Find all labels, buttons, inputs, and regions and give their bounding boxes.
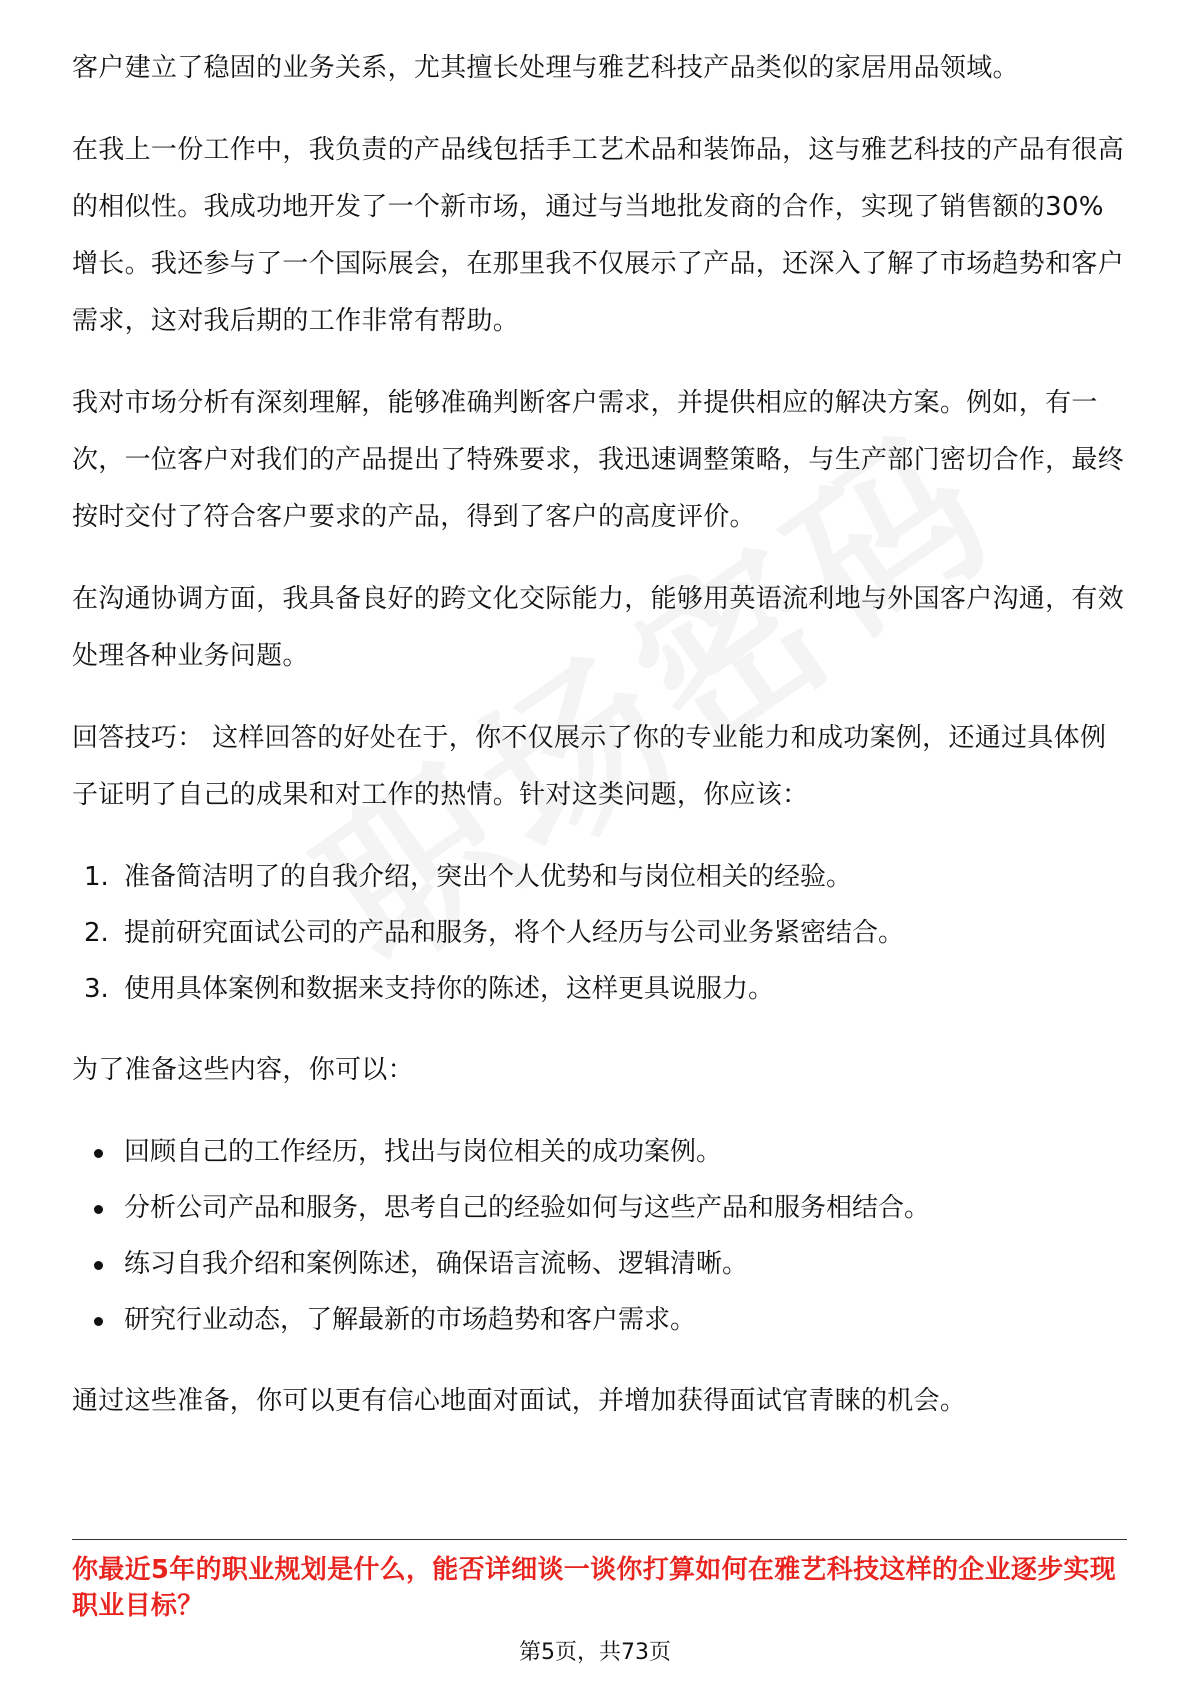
list-item — [72, 905, 1127, 961]
list-item — [72, 1292, 1127, 1348]
paragraph-conclusion: 通过这些准备，你可以更有信心地面对面试，并增加获得面试官青睐的机会。 — [72, 1386, 967, 1416]
list-item-text: 练习自我介绍和案例陈述，确保语言流畅、逻辑清晰。 — [124, 1249, 749, 1279]
bullet-icon — [94, 1205, 103, 1214]
list-item-text: 分析公司产品和服务，思考自己的经验如何与这些产品和服务相结合。 — [124, 1193, 931, 1223]
next-question-heading: 你最近5年的职业规划是什么，能否详细谈一谈你打算如何在雅艺科技这样的企业逐步实现职业目标？ — [72, 1555, 1117, 1621]
paragraph-prepare-intro: 为了准备这些内容，你可以： — [72, 1055, 414, 1085]
list-item — [72, 961, 1127, 1017]
list-item-text: 准备简洁明了的自我介绍，突出个人优势和与岗位相关的经验。 — [124, 862, 853, 892]
bullet-icon — [94, 1261, 103, 1270]
list-item — [72, 849, 1127, 905]
section-divider — [72, 1539, 1127, 1540]
list-item — [72, 1124, 1127, 1180]
list-item-text: 研究行业动态，了解最新的市场趋势和客户需求。 — [124, 1305, 697, 1335]
paragraph-communication: 在沟通协调方面，我具备良好的跨文化交际能力，能够用英语流利地与外国客户沟通，有效处理各种业务问题。 — [72, 584, 1125, 671]
list-number: 1. — [84, 862, 109, 892]
bullet-icon — [94, 1317, 103, 1326]
list-item-text: 回顾自己的工作经历，找出与岗位相关的成功案例。 — [124, 1137, 723, 1167]
list-item-text: 提前研究面试公司的产品和服务，将个人经历与公司业务紧密结合。 — [124, 918, 905, 948]
bullet-icon — [94, 1149, 103, 1158]
paragraph-intro-continuation: 客户建立了稳固的业务关系，尤其擅长处理与雅艺科技产品类似的家居用品领域。 — [72, 53, 1019, 83]
tips-numbered-list — [72, 849, 1127, 1017]
list-number: 3. — [84, 974, 109, 1004]
list-item — [72, 1180, 1127, 1236]
page-footer: 第5页，共73页 — [519, 1640, 671, 1665]
document-body — [72, 40, 1127, 1430]
list-item-text: 使用具体案例和数据来支持你的陈述，这样更具说服力。 — [124, 974, 775, 1004]
list-number: 2. — [84, 918, 109, 948]
paragraph-previous-job: 在我上一份工作中，我负责的产品线包括手工艺术品和装饰品，这与雅艺科技的产品有很高的相似性。我成功地开发了一个新市场，通过与当地批发商的合作，实现了销售额的30%增长。我还参与了一个国际展会，在那里我不仅展示了产品，还深入了解了市场趋势和客户需求，这对我后期的工作非常有帮助。 — [72, 135, 1125, 336]
paragraph-answer-tips: 回答技巧： 这样回答的好处在于，你不仅展示了你的专业能力和成功案例，还通过具体例子证明了自己的成果和对工作的热情。针对这类问题，你应该： — [72, 723, 1107, 810]
prepare-bullet-list — [72, 1124, 1127, 1348]
list-item — [72, 1236, 1127, 1292]
paragraph-market-analysis: 我对市场分析有深刻理解，能够准确判断客户需求，并提供相应的解决方案。例如，有一次，一位客户对我们的产品提出了特殊要求，我迅速调整策略，与生产部门密切合作，最终按时交付了符合客户要求的产品，得到了客户的高度评价。 — [72, 388, 1125, 532]
